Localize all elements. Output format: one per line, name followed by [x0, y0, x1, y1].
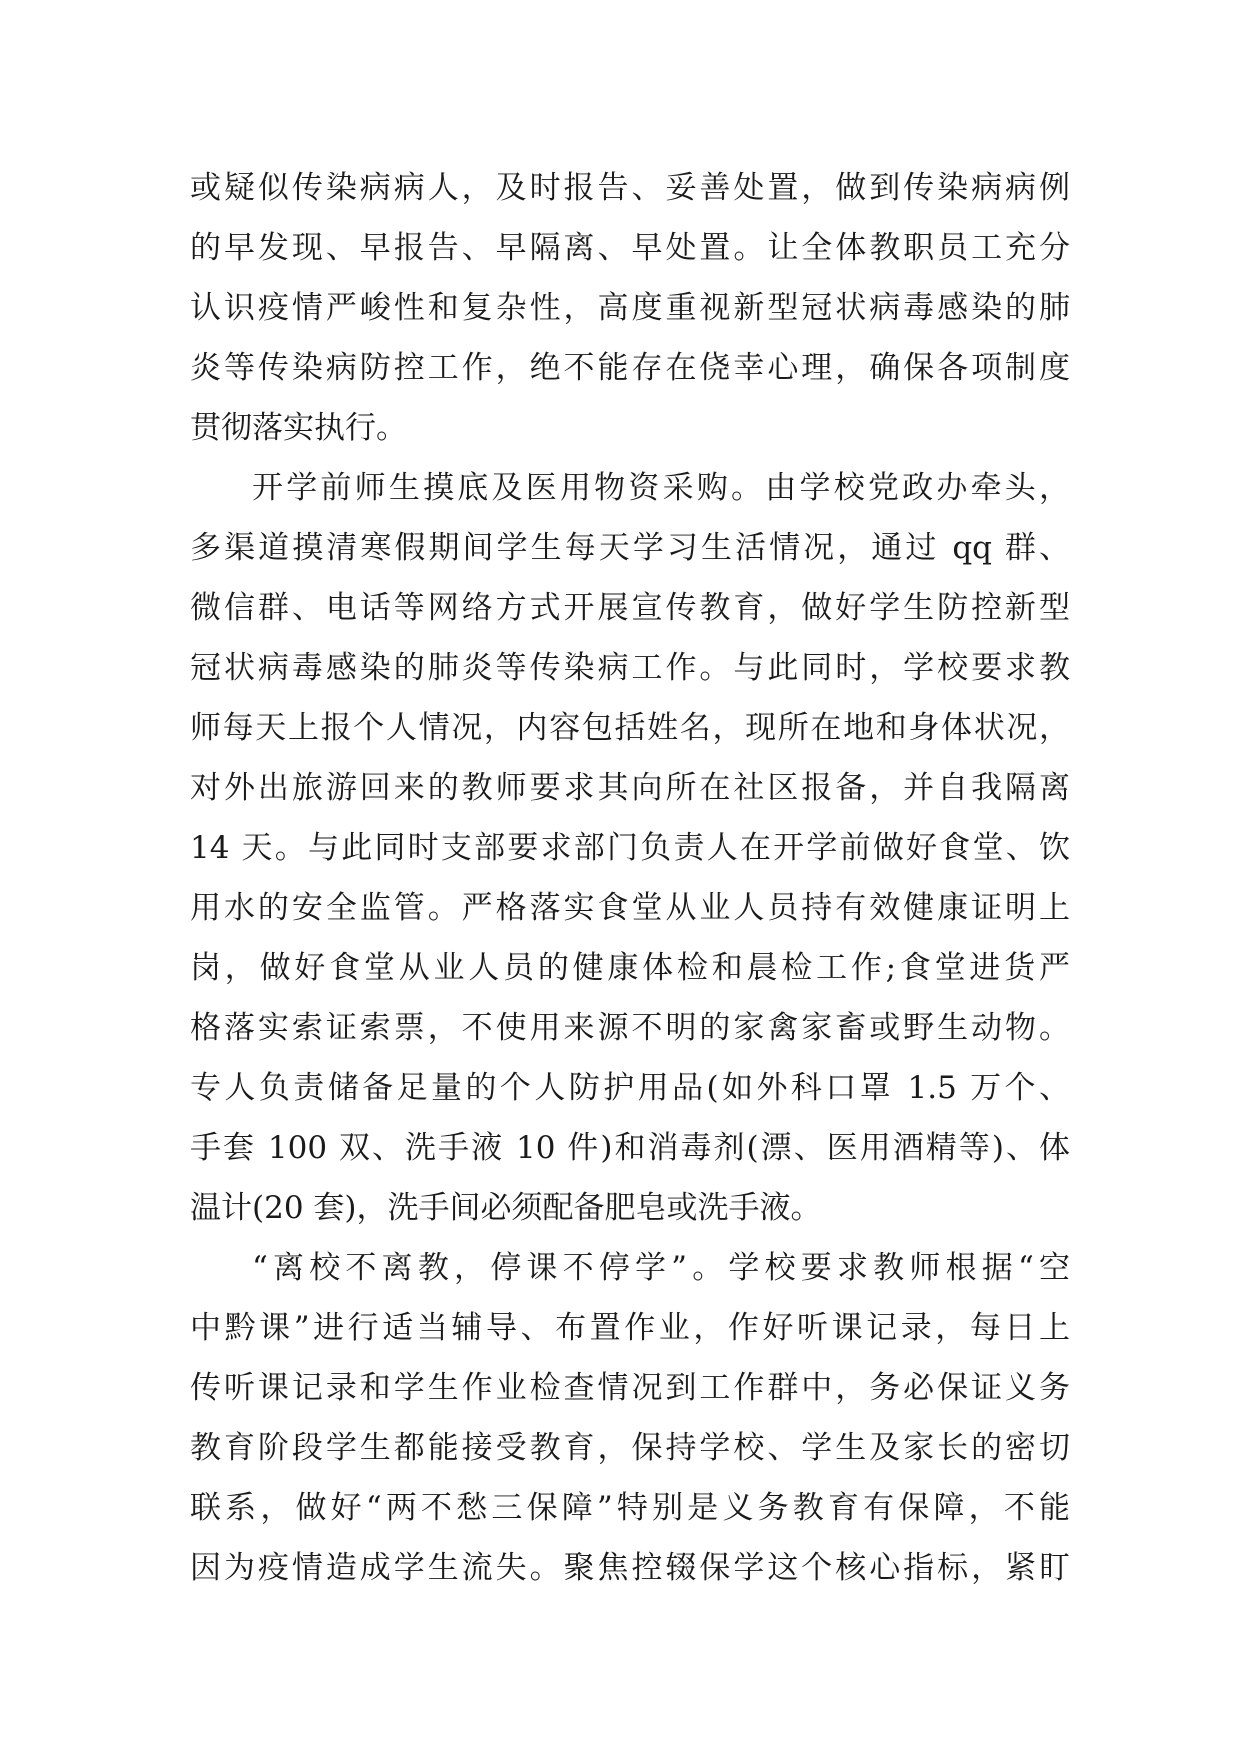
paragraph-2-line-8: 用水的安全监管。严格落实食堂从业人员持有效健康证明上 [190, 890, 1070, 926]
paragraph-3-line-3: 传听课记录和学生作业检查情况到工作群中，务必保证义务 [190, 1370, 1070, 1406]
body-text [190, 158, 1070, 1598]
paragraph-2-line-4: 冠状病毒感染的肺炎等传染病工作。与此同时，学校要求教 [190, 650, 1070, 686]
paragraph-2-line-13: 温计(20 套)，洗手间必须配备肥皂或洗手液。 [190, 1190, 822, 1226]
paragraph-1-line-3: 认识疫情严峻性和复杂性，高度重视新型冠状病毒感染的肺 [190, 290, 1070, 326]
paragraph-1-line-5: 贯彻落实执行。 [190, 410, 407, 446]
paragraph-2-line-11: 专人负责储备足量的个人防护用品(如外科口罩 1.5 万个、 [190, 1070, 1070, 1106]
paragraph-3-line-2: 中黔课”进行适当辅导、布置作业，作好听课记录，每日上 [190, 1310, 1070, 1346]
paragraph-2-line-2: 多渠道摸清寒假期间学生每天学习生活情况，通过 qq 群、 [190, 530, 1070, 566]
paragraph-2-line-9: 岗，做好食堂从业人员的健康体检和晨检工作;食堂进货严 [190, 950, 1070, 986]
paragraph-2-line-10: 格落实索证索票，不使用来源不明的家禽家畜或野生动物。 [190, 1010, 1070, 1046]
paragraph-1-line-1: 或疑似传染病病人，及时报告、妥善处置，做到传染病病例 [190, 170, 1070, 206]
paragraph-2-line-12: 手套 100 双、洗手液 10 件)和消毒剂(漂、医用酒精等)、体 [190, 1130, 1070, 1166]
paragraph-2-line-6: 对外出旅游回来的教师要求其向所在社区报备，并自我隔离 [190, 770, 1070, 806]
paragraph-3-line-4: 教育阶段学生都能接受教育，保持学校、学生及家长的密切 [190, 1430, 1070, 1466]
paragraph-2-line-1: 开学前师生摸底及医用物资采购。由学校党政办牵头， [252, 470, 1070, 506]
paragraph-2-line-3: 微信群、电话等网络方式开展宣传教育，做好学生防控新型 [190, 590, 1070, 626]
paragraph-2-line-5: 师每天上报个人情况，内容包括姓名，现所在地和身体状况， [190, 710, 1070, 746]
paragraph-1-line-4: 炎等传染病防控工作，绝不能存在侥幸心理，确保各项制度 [190, 350, 1070, 386]
paragraph-3-line-1: “离校不离教，停课不停学”。学校要求教师根据“空 [252, 1250, 1070, 1286]
paragraph-1-line-2: 的早发现、早报告、早隔离、早处置。让全体教职员工充分 [190, 230, 1070, 266]
paragraph-3-line-5: 联系，做好“两不愁三保障”特别是义务教育有保障，不能 [190, 1490, 1070, 1526]
paragraph-2-line-7: 14 天。与此同时支部要求部门负责人在开学前做好食堂、饮 [190, 830, 1070, 866]
paragraph-3-line-6: 因为疫情造成学生流失。聚焦控辍保学这个核心指标，紧盯 [190, 1550, 1070, 1586]
